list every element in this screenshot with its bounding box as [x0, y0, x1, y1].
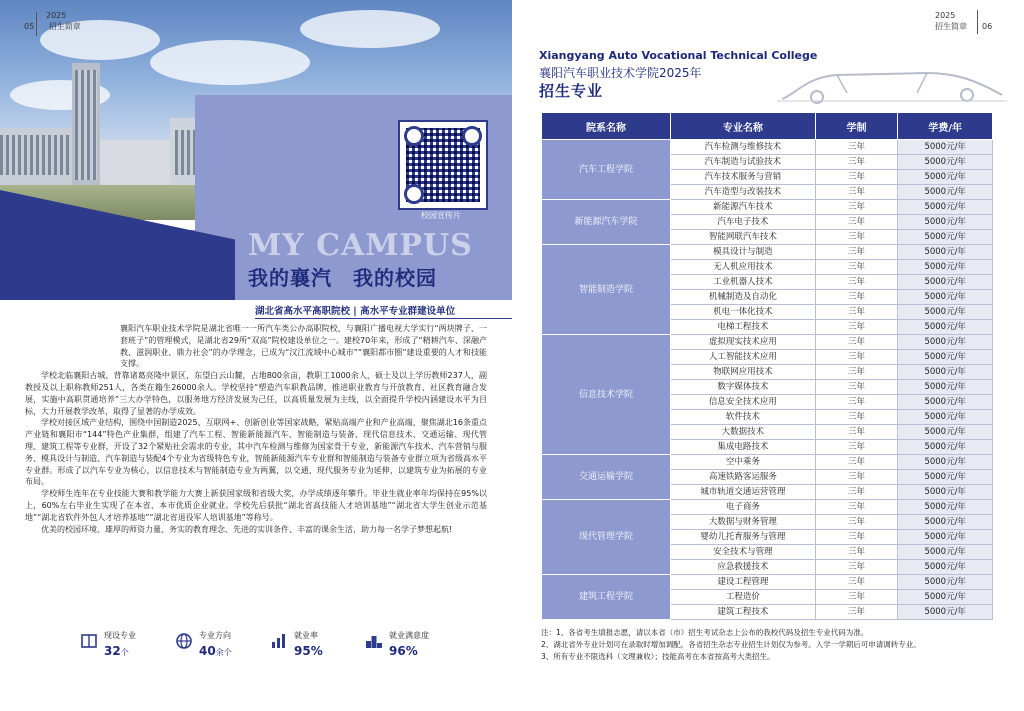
- major-cell: 应急救援技术: [671, 560, 816, 575]
- major-cell: 城市轨道交通运营管理: [671, 485, 816, 500]
- fee-cell: 5000元/年: [898, 290, 993, 305]
- major-cell: 汽车技术服务与营销: [671, 170, 816, 185]
- duration-cell: 三年: [815, 230, 898, 245]
- paragraph: 学校北临襄阳古城，背靠诸葛亮隆中景区，东望白云山麓，占地800余亩，教职工1000余人，硕士及以上学历教师237人，副教授及以上职称教师251人，各类在籍生26000余人。学校坚持“塑造汽车职教品牌，推进职业教育与开放教育、社区教育融合发展，实施中高职贯通培养”三大办学特色，以服务地方经济发展为己任，以高质量发展为主线，以全面提升学校内涵建设水平为目标，大力开展教学改革，取得了显著的办学成效。: [25, 371, 487, 416]
- major-cell: 软件技术: [671, 410, 816, 425]
- duration-cell: 三年: [815, 500, 898, 515]
- major-cell: 汽车制造与试验技术: [671, 155, 816, 170]
- fee-cell: 5000元/年: [898, 380, 993, 395]
- fee-cell: 5000元/年: [898, 590, 993, 605]
- year: 2025: [46, 11, 67, 20]
- fee-cell: 5000元/年: [898, 560, 993, 575]
- duration-cell: 三年: [815, 290, 898, 305]
- major-cell: 汽车电子技术: [671, 215, 816, 230]
- major-cell: 集成电路技术: [671, 440, 816, 455]
- duration-cell: 三年: [815, 245, 898, 260]
- major-cell: 空中乘务: [671, 455, 816, 470]
- qr-code[interactable]: [398, 120, 488, 210]
- note: 注：1、各省考生填报志愿，请以本省（市）招生考试杂志上公布的我校代码及招生专业代码为准。: [541, 628, 869, 637]
- section-title: 招生专业: [539, 82, 604, 100]
- my-campus-heading: MY CAMPUS: [248, 228, 473, 263]
- department-cell: 交通运输学院: [542, 455, 671, 500]
- table-row: [542, 500, 993, 515]
- bar-chart-icon: [270, 632, 288, 650]
- fee-cell: 5000元/年: [898, 335, 993, 350]
- hero-banner: [0, 0, 512, 300]
- major-cell: 数字媒体技术: [671, 380, 816, 395]
- duration-cell: 三年: [815, 320, 898, 335]
- duration-cell: 三年: [815, 200, 898, 215]
- department-cell: 汽车工程学院: [542, 140, 671, 200]
- paragraph: 优美的校园环境、雄厚的师资力量、务实的教育理念、先进的实训条件、丰富的课余生活，助力每一名学子梦想起航!: [41, 524, 453, 534]
- department-cell: 新能源汽车学院: [542, 200, 671, 245]
- fee-cell: 5000元/年: [898, 410, 993, 425]
- table-row: [542, 200, 993, 215]
- header-department: 院系名称: [542, 113, 671, 140]
- major-cell: 物联网应用技术: [671, 365, 816, 380]
- table-row: [542, 335, 993, 350]
- note: 3、所有专业不限选科（文理兼收）；技能高考在本省按高考大类招生。: [541, 652, 775, 661]
- major-cell: 大数据与财务管理: [671, 515, 816, 530]
- fee-cell: 5000元/年: [898, 515, 993, 530]
- slogan: 我的襄汽 我的校园: [248, 266, 437, 290]
- car-outline-icon: [777, 63, 1007, 105]
- table-row: [542, 140, 993, 155]
- duration-cell: 三年: [815, 440, 898, 455]
- major-cell: 电子商务: [671, 500, 816, 515]
- duration-cell: 三年: [815, 275, 898, 290]
- duration-cell: 三年: [815, 485, 898, 500]
- fee-cell: 5000元/年: [898, 260, 993, 275]
- duration-cell: 三年: [815, 170, 898, 185]
- college-name-cn: 襄阳汽车职业技术学院2025年: [539, 66, 702, 80]
- duration-cell: 三年: [815, 260, 898, 275]
- paragraph: 学校师生连年在专业技能大赛和教学能力大赛上新获国家级和省级大奖，办学成绩逐年攀升。毕业生就业率年均保持在95%以上，60%左右毕业生实现了在本省、本市优质企业就业。学校先后获批“湖北省高技能人才培训基地”“湖北省大学生创业示范基地”“湖北省软件外包人才培养基地”“湖北省退役军人培训基地”等称号。: [25, 489, 487, 522]
- majors-table: [541, 112, 993, 620]
- fee-cell: 5000元/年: [898, 245, 993, 260]
- major-cell: 新能源汽车技术: [671, 200, 816, 215]
- table-row: [542, 455, 993, 470]
- page-number: 05: [24, 22, 35, 31]
- fee-cell: 5000元/年: [898, 230, 993, 245]
- year: 2025: [935, 11, 956, 20]
- duration-cell: 三年: [815, 335, 898, 350]
- duration-cell: 三年: [815, 305, 898, 320]
- book-icon: [80, 632, 98, 650]
- duration-cell: 三年: [815, 425, 898, 440]
- fee-cell: 5000元/年: [898, 455, 993, 470]
- booklet-title: 招生简章: [48, 22, 81, 31]
- table-row: [542, 575, 993, 590]
- right-page: [512, 0, 1024, 711]
- major-cell: 虚拟现实技术应用: [671, 335, 816, 350]
- qr-caption: 校园宣传片: [421, 211, 461, 220]
- fee-cell: 5000元/年: [898, 140, 993, 155]
- duration-cell: 三年: [815, 140, 898, 155]
- department-cell: 智能制造学院: [542, 245, 671, 335]
- duration-cell: 三年: [815, 545, 898, 560]
- table-header-row: [542, 113, 993, 140]
- subtitle: 湖北省高水平高职院校 | 高水平专业群建设单位: [255, 306, 456, 317]
- fee-cell: 5000元/年: [898, 545, 993, 560]
- duration-cell: 三年: [815, 215, 898, 230]
- fee-cell: 5000元/年: [898, 470, 993, 485]
- paragraph: 襄阳汽车职业技术学院是湖北省唯一一所汽车类公办高职院校，与襄阳广播电视大学实行“两块牌子、一套班子”的管理模式，是湖北省29所“双高”院校建设单位之一。建校70年来，形成了“精耕汽车、深融产教、滋润职业、鼎力社会”的办学理念，已成为“汉江流域中心城市”“襄阳都市圈”建设重要的人才和技能支撑。: [120, 324, 487, 369]
- fee-cell: 5000元/年: [898, 575, 993, 590]
- major-cell: 建设工程管理: [671, 575, 816, 590]
- duration-cell: 三年: [815, 185, 898, 200]
- fee-cell: 5000元/年: [898, 155, 993, 170]
- duration-cell: 三年: [815, 155, 898, 170]
- duration-cell: 三年: [815, 605, 898, 620]
- fee-cell: 5000元/年: [898, 440, 993, 455]
- department-cell: 信息技术学院: [542, 335, 671, 455]
- fee-cell: 5000元/年: [898, 305, 993, 320]
- duration-cell: 三年: [815, 395, 898, 410]
- header-major: 专业名称: [671, 113, 816, 140]
- fee-cell: 5000元/年: [898, 350, 993, 365]
- major-cell: 无人机应用技术: [671, 260, 816, 275]
- fee-cell: 5000元/年: [898, 320, 993, 335]
- duration-cell: 三年: [815, 515, 898, 530]
- duration-cell: 三年: [815, 410, 898, 425]
- header-fee: 学费/年: [898, 113, 993, 140]
- globe-icon: [175, 632, 193, 650]
- fee-cell: 5000元/年: [898, 215, 993, 230]
- major-cell: 汽车检测与维修技术: [671, 140, 816, 155]
- fee-cell: 5000元/年: [898, 275, 993, 290]
- major-cell: 安全技术与管理: [671, 545, 816, 560]
- duration-cell: 三年: [815, 530, 898, 545]
- major-cell: 高速铁路客运服务: [671, 470, 816, 485]
- stats-row: 现设专业 32个 专业方向 40余个 就业率 95% 就业满意度 96%: [80, 628, 490, 664]
- major-cell: 婴幼儿托育服务与管理: [671, 530, 816, 545]
- note: 2、湖北省外专业计划可在录取时增加调配，各省招生杂志专业招生计划仅为参考。入学一学期后可申请调转专业。: [541, 640, 921, 649]
- table-row: [542, 245, 993, 260]
- major-cell: 电梯工程技术: [671, 320, 816, 335]
- paragraph: 学校对接区域产业结构，围绕中国制造2025、互联网+、创新创业等国家战略，紧贴高端产业和产业高端，聚焦湖北16条重点产业链和襄阳市“144”特色产业集群，组建了汽车工程、智能新能源汽车、智能制造与装备、现代信息技术、交通运输、现代管理、建筑工程等专业群，开设了32个紧贴社会需求的专业，其中汽车检测与维修为国家骨干专业，新能源汽车技术、汽车营销与服务、模具设计与制造、汽车制造与装配4个专业为省级特色专业，智能新能源汽车专业群和智能制造与装备专业群立项为省级高水平专业群。形成了以汽车专业为核心，以信息技术与智能制造专业为两翼，以交通、现代服务专业为延伸，以建筑专业为拓展的专业布局。: [25, 418, 487, 487]
- page-number-block: [40, 10, 66, 21]
- page-number: 06: [982, 22, 993, 31]
- notes: [541, 627, 1011, 663]
- fee-cell: 5000元/年: [898, 500, 993, 515]
- fee-cell: 5000元/年: [898, 530, 993, 545]
- department-cell: 现代管理学院: [542, 500, 671, 575]
- duration-cell: 三年: [815, 590, 898, 605]
- booklet-title: 招生简章: [935, 22, 967, 31]
- fee-cell: 5000元/年: [898, 605, 993, 620]
- podium-icon: [365, 632, 383, 650]
- department-cell: 建筑工程学院: [542, 575, 671, 620]
- duration-cell: 三年: [815, 365, 898, 380]
- college-name-en: Xiangyang Auto Vocational Technical College: [539, 49, 818, 62]
- header-duration: 学制: [815, 113, 898, 140]
- major-cell: 汽车造型与改装技术: [671, 185, 816, 200]
- intro-text: [25, 323, 487, 535]
- duration-cell: 三年: [815, 380, 898, 395]
- major-cell: 大数据技术: [671, 425, 816, 440]
- major-cell: 模具设计与制造: [671, 245, 816, 260]
- major-cell: 建筑工程技术: [671, 605, 816, 620]
- major-cell: 工程造价: [671, 590, 816, 605]
- major-cell: 人工智能技术应用: [671, 350, 816, 365]
- major-cell: 智能网联汽车技术: [671, 230, 816, 245]
- major-cell: 工业机器人技术: [671, 275, 816, 290]
- duration-cell: 三年: [815, 575, 898, 590]
- major-cell: 信息安全技术应用: [671, 395, 816, 410]
- duration-cell: 三年: [815, 350, 898, 365]
- fee-cell: 5000元/年: [898, 485, 993, 500]
- major-cell: 机电一体化技术: [671, 305, 816, 320]
- fee-cell: 5000元/年: [898, 170, 993, 185]
- fee-cell: 5000元/年: [898, 365, 993, 380]
- fee-cell: 5000元/年: [898, 425, 993, 440]
- major-cell: 机械制造及自动化: [671, 290, 816, 305]
- duration-cell: 三年: [815, 455, 898, 470]
- fee-cell: 5000元/年: [898, 185, 993, 200]
- fee-cell: 5000元/年: [898, 395, 993, 410]
- duration-cell: 三年: [815, 470, 898, 485]
- duration-cell: 三年: [815, 560, 898, 575]
- fee-cell: 5000元/年: [898, 200, 993, 215]
